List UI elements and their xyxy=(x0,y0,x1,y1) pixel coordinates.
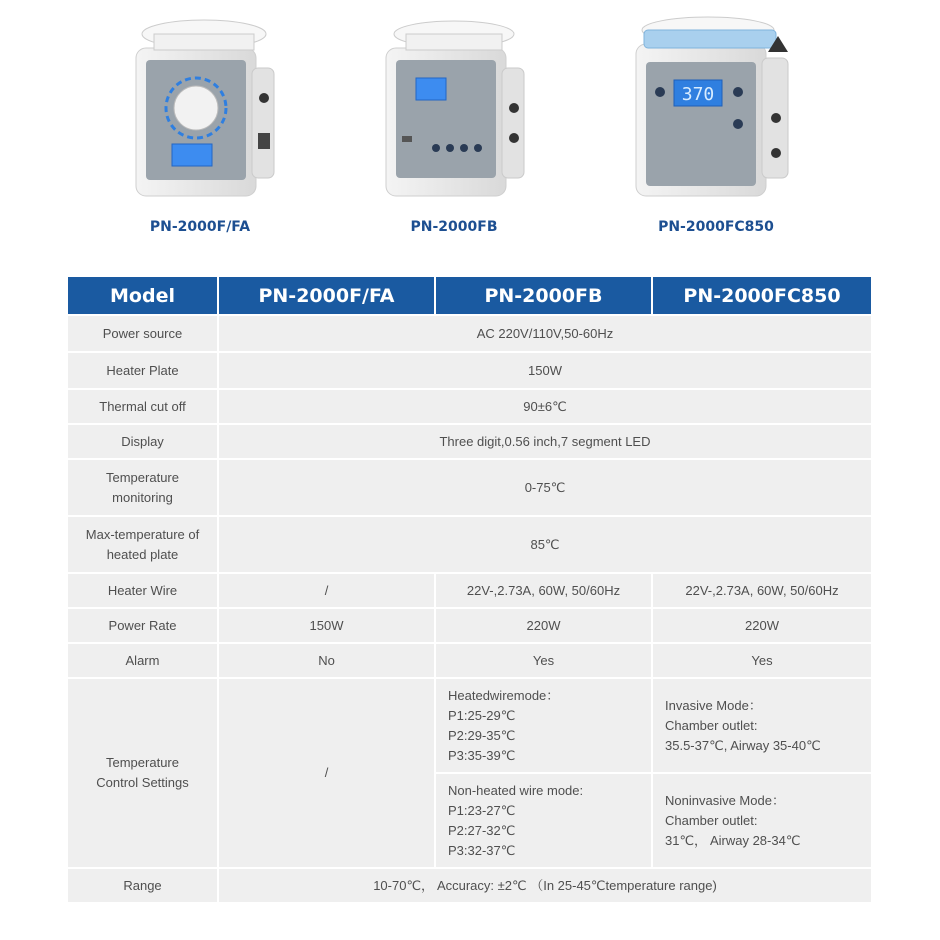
fc-invasive-mode xyxy=(653,679,871,772)
row-label: Power Rate xyxy=(68,609,217,642)
header-model: Model xyxy=(68,277,217,314)
row-value: 0-75℃ xyxy=(219,460,871,515)
text-line: 31℃， Airway 28-34℃ xyxy=(665,832,801,848)
row-label: Display xyxy=(68,425,217,458)
label-line: Max-temperature of xyxy=(85,526,200,542)
product-image-pn-2000fc850 xyxy=(628,8,788,198)
row-value: 220W xyxy=(436,609,651,642)
table-row xyxy=(68,609,871,642)
label-line: monitoring xyxy=(112,489,173,505)
product-image-pn-2000f-fa xyxy=(124,8,284,198)
label-line: heated plate xyxy=(106,546,179,562)
row-value: 150W xyxy=(219,609,434,642)
fb-non-heated-wire-mode xyxy=(436,774,651,867)
humidifier-fc850-illustration xyxy=(628,8,798,198)
table-row xyxy=(68,574,871,607)
fb-heated-wire-mode xyxy=(436,679,651,772)
display-readout: 370 xyxy=(681,84,715,105)
row-value: AC 220V/110V,50-60Hz xyxy=(219,316,871,351)
row-label xyxy=(68,517,217,572)
row-value: 150W xyxy=(219,353,871,388)
label-line: Temperature xyxy=(106,755,179,770)
text-line: Heatedwiremode： xyxy=(448,687,560,703)
text-line: Invasive Mode： xyxy=(665,697,762,713)
row-label: Range xyxy=(68,869,217,902)
table-header-row xyxy=(68,277,871,314)
text-line: P3:35-39℃ xyxy=(448,747,516,763)
row-label xyxy=(68,679,217,867)
row-value: 10-70℃， Accuracy: ±2℃ （In 25-45℃temperature range) xyxy=(219,869,871,902)
row-value: 220W xyxy=(653,609,871,642)
label-line: Temperature xyxy=(106,469,179,485)
fc-noninvasive-mode xyxy=(653,774,871,867)
row-value: 22V-,2.73A, 60W, 50/60Hz xyxy=(436,574,651,607)
header-pn-2000fc850: PN-2000FC850 xyxy=(653,277,871,314)
table-row xyxy=(68,460,871,515)
row-value: Yes xyxy=(653,644,871,677)
table-row xyxy=(68,390,871,423)
product-caption-1: PN-2000F/FA xyxy=(149,219,251,235)
humidifier-f-illustration xyxy=(124,8,284,198)
table-row xyxy=(68,644,871,677)
row-label: Thermal cut off xyxy=(68,390,217,423)
row-label: Heater Wire xyxy=(68,574,217,607)
row-value: / xyxy=(219,574,434,607)
table-row xyxy=(68,517,871,572)
row-value: 90±6℃ xyxy=(219,390,871,423)
spec-table xyxy=(66,275,873,904)
row-value: No xyxy=(219,644,434,677)
humidifier-fb-illustration xyxy=(374,8,534,198)
row-value: Yes xyxy=(436,644,651,677)
text-line: P1:23-27℃ xyxy=(448,802,516,818)
text-line: Chamber outlet: xyxy=(665,812,758,828)
product-caption-3: PN-2000FC850 xyxy=(658,219,774,235)
header-pn-2000f-fa: PN-2000F/FA xyxy=(219,277,434,314)
text-line: P1:25-29℃ xyxy=(448,707,516,723)
row-value: Three digit,0.56 inch,7 segment LED xyxy=(219,425,871,458)
text-line: P3:32-37℃ xyxy=(448,842,516,858)
product-image-pn-2000fb xyxy=(374,8,534,198)
table-row xyxy=(68,425,871,458)
row-label xyxy=(68,460,217,515)
text-line: Chamber outlet: xyxy=(665,717,758,733)
row-value: / xyxy=(219,679,434,867)
table-row xyxy=(68,679,871,772)
text-line: 35.5-37℃, Airway 35-40℃ xyxy=(665,737,821,753)
table-row xyxy=(68,353,871,388)
table-row xyxy=(68,869,871,902)
label-line: Control Settings xyxy=(96,775,189,790)
text-line: P2:27-32℃ xyxy=(448,822,516,838)
row-label: Heater Plate xyxy=(68,353,217,388)
header-pn-2000fb: PN-2000FB xyxy=(436,277,651,314)
text-line: P2:29-35℃ xyxy=(448,727,516,743)
row-value: 22V-,2.73A, 60W, 50/60Hz xyxy=(653,574,871,607)
product-caption-2: PN-2000FB xyxy=(410,219,498,235)
row-label: Power source xyxy=(68,316,217,351)
text-line: Non-heated wire mode: xyxy=(448,782,584,798)
table-row xyxy=(68,316,871,351)
row-label: Alarm xyxy=(68,644,217,677)
text-line: Noninvasive Mode： xyxy=(665,792,785,808)
row-value: 85℃ xyxy=(219,517,871,572)
